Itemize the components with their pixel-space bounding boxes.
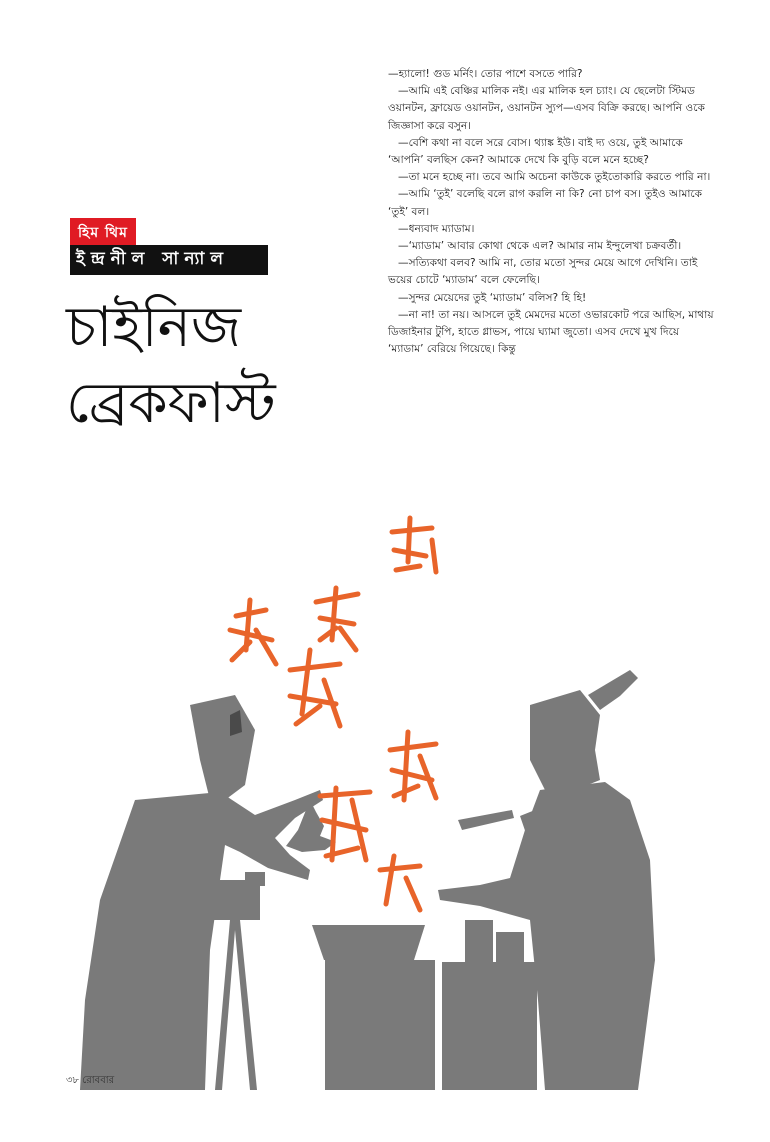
glyph-4: [290, 650, 340, 726]
paragraph: —‘ম্যাডাম’ আবার কোথা থেকে এল? আমার নাম ইন্দুলেখা চক্রবর্তী।: [398, 240, 682, 253]
paragraph: —সুন্দর মেয়েদের তুই ‘ম্যাডাম’ বলিস? হি হি!: [398, 291, 587, 304]
story-title: [66, 290, 276, 442]
body-text: [388, 66, 714, 358]
author-name: ইন্দ্রনীল সান্যাল: [70, 245, 268, 275]
glyph-5: [390, 732, 436, 800]
paragraph: —সত্যিকথা বলব? আমি না, তোর মতো সুন্দর মেয়ে আগে দেখিনি। তাই ভয়ের চোটে ‘ম্যাডাম’ বলে ফেলেছি।: [388, 257, 698, 287]
glyph-3: [230, 600, 276, 664]
glyph-2: [316, 588, 358, 650]
cooking-table: [312, 920, 537, 1090]
paragraph: —আমি ‘তুই’ বলেছি বলে রাগ করলি না কি? নো চাপ বস। তুইও আমাকে ‘তুই’ বল।: [388, 188, 703, 218]
glyph-6: [320, 788, 370, 860]
illustration: [40, 500, 740, 1090]
glyph-1: [392, 518, 436, 572]
glyph-7: [380, 856, 420, 910]
page-footer: ৩৮ রোববার: [66, 1075, 115, 1086]
title-line-1: চাইনিজ: [66, 295, 242, 360]
paragraph: —আমি এই বেঞ্চির মালিক নই। এর মালিক হল চ্যাং। যে ছেলেটা স্টিমড ওয়ানটন, ফ্রায়েড ওয়ানটন, ওয়ানটন স্যুপ—এসব বিক্রি করছে। আপনি ওকে জিজ্ঞাসা করে বসুন।: [388, 85, 705, 132]
paragraph: —বেশি কথা না বলে সরে বোস। থ্যাঙ্ক ইউ। বাই দ্য ওয়ে, তুই আমাকে ‘আপনি’ বলছিস কেন? আমাকে দেখে কি বুড়ি বলে মনে হচ্ছে?: [388, 136, 683, 167]
paragraph: —তা মনে হচ্ছে না। তবে আমি অচেনা কাউকে তুইতোকারি করতে পারি না।: [398, 171, 711, 184]
title-line-2: ব্রেকফাস্ট: [66, 371, 276, 436]
paragraph: —ধন্যবাদ ম্যাডাম।: [398, 222, 475, 235]
paragraph: —হ্যালো! গুড মর্নিং। তোর পাশে বসতে পারি?: [388, 68, 583, 80]
section-tag: হিম থিম: [70, 218, 136, 249]
paragraph: —না না! তা নয়। আসলে তুই মেমদের মতো ওভারকোট পরে আছিস, মাথায় ডিজাইনার টুপি, হাতে গ্লাভস, পায়ে ঘ্যামা জুতো। এসব দেখে মুখ দিয়ে ‘ম্যাডাম’ বেরিয়ে গিয়েছে। কিন্তু: [388, 308, 714, 356]
camera-on-tripod: [202, 872, 265, 1090]
